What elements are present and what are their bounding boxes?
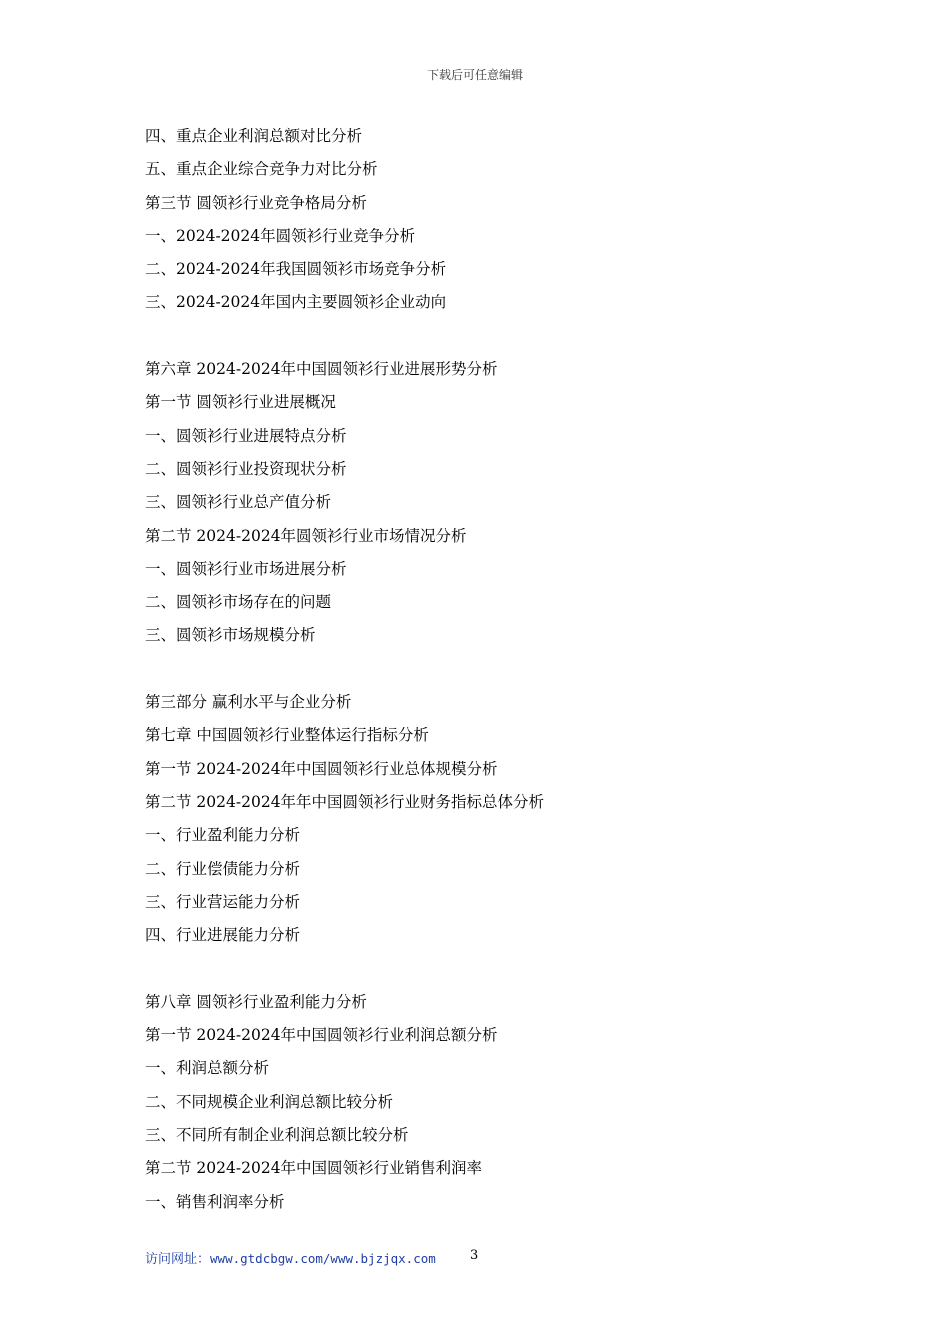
- toc-line: 第三节 圆领衫行业竞争格局分析: [145, 193, 367, 212]
- footer-url-link[interactable]: www.gtdcbgw.com/www.bjzjqx.com: [210, 1251, 436, 1266]
- toc-spacer: [145, 653, 825, 686]
- toc-line: 五、重点企业综合竞争力对比分析: [145, 160, 378, 179]
- footer-label: 访问网址：: [145, 1252, 211, 1267]
- toc-line: 第一节 圆领衫行业进展概况: [145, 393, 336, 412]
- table-of-contents: [145, 120, 825, 1219]
- toc-line: 三、圆领衫市场规模分析: [145, 626, 316, 645]
- toc-line: 一、2024-2024年圆领衫行业竞争分析: [145, 226, 416, 245]
- toc-line: 一、圆领衫行业进展特点分析: [145, 426, 347, 445]
- toc-line: 二、2024-2024年我国圆领衫市场竞争分析: [145, 260, 447, 279]
- toc-line: 三、行业营运能力分析: [145, 892, 301, 911]
- toc-line: 第三部分 赢利水平与企业分析: [145, 693, 352, 712]
- toc-line: 第一节 2024-2024年中国圆领衫行业利润总额分析: [145, 1026, 498, 1045]
- toc-line: 一、行业盈利能力分析: [145, 826, 301, 845]
- page-number: 3: [470, 1248, 479, 1263]
- toc-line: 第二节 2024-2024年年中国圆领衫行业财务指标总体分析: [145, 792, 545, 811]
- toc-line: 第七章 中国圆领衫行业整体运行指标分析: [145, 726, 429, 745]
- page-footer: [145, 1248, 436, 1267]
- toc-line: 三、不同所有制企业利润总额比较分析: [145, 1125, 409, 1144]
- toc-line: 二、不同规模企业利润总额比较分析: [145, 1092, 394, 1111]
- toc-line: 一、圆领衫行业市场进展分析: [145, 559, 347, 578]
- toc-spacer: [145, 320, 825, 353]
- toc-line: 四、重点企业利润总额对比分析: [145, 127, 363, 145]
- toc-line: 第二节 2024-2024年圆领衫行业市场情况分析: [145, 526, 467, 545]
- toc-line: 三、2024-2024年国内主要圆领衫企业动向: [145, 293, 447, 312]
- toc-line: 二、行业偿债能力分析: [145, 859, 301, 878]
- toc-line: 四、行业进展能力分析: [145, 926, 301, 945]
- toc-line: 二、圆领衫市场存在的问题: [145, 593, 332, 612]
- toc-line: 第八章 圆领衫行业盈利能力分析: [145, 992, 367, 1011]
- toc-line: 一、利润总额分析: [145, 1059, 270, 1078]
- toc-spacer: [145, 952, 825, 985]
- page-header-note: 下载后可任意编辑: [426, 68, 523, 82]
- toc-line: 三、圆领衫行业总产值分析: [145, 493, 332, 512]
- toc-line: 一、销售利润率分析: [145, 1192, 285, 1211]
- toc-line: 第二节 2024-2024年中国圆领衫行业销售利润率: [145, 1159, 483, 1178]
- toc-line: 第一节 2024-2024年中国圆领衫行业总体规模分析: [145, 759, 498, 778]
- toc-line: 二、圆领衫行业投资现状分析: [145, 459, 347, 478]
- toc-line: 第六章 2024-2024年中国圆领衫行业进展形势分析: [145, 360, 498, 379]
